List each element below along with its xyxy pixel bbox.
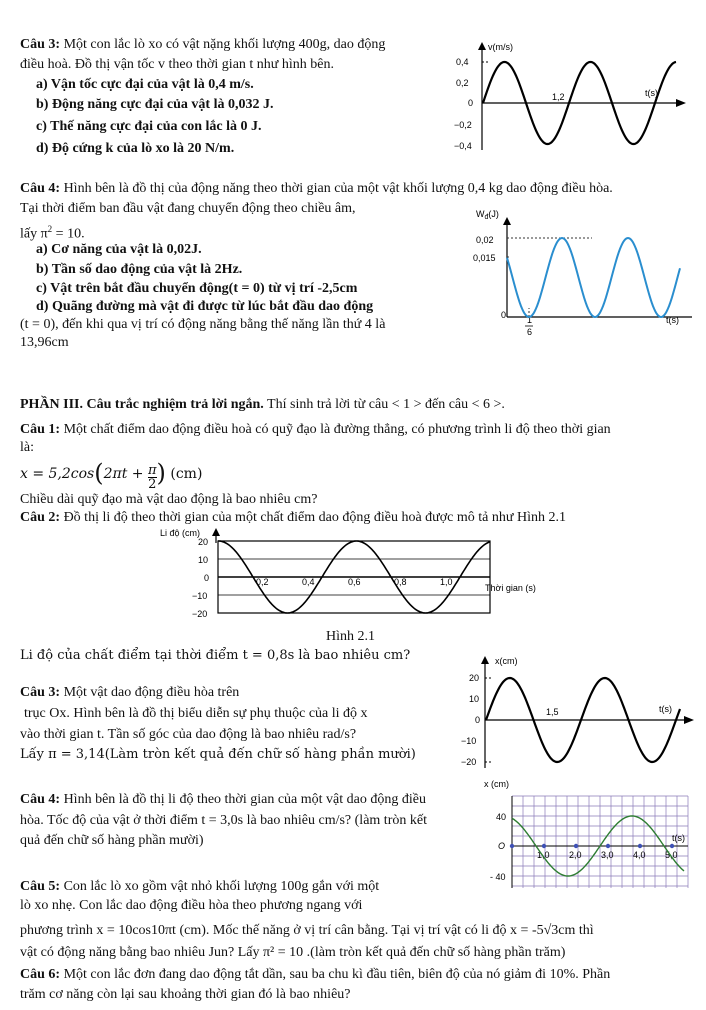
p4-tick-40: 40 — [496, 812, 507, 822]
q3-tick-1.2: 1,2 — [552, 92, 565, 102]
p4-axis-dot — [574, 844, 578, 848]
p3-y-axis-label: x(cm) — [495, 656, 518, 666]
q4-energy-curve — [507, 238, 680, 317]
q4-line3: lấy $\pi^2 = 10$. — [20, 224, 85, 242]
q3-text1: Một con lắc lò xo có vật nặng khối lượng 400g, dao động — [63, 37, 386, 52]
p4-displacement-graph — [470, 778, 700, 892]
p3-number: Câu 3: — [20, 685, 61, 700]
p5-line4: vật có động năng bằng bao nhiêu Jun? Lấy π² = 10 .(làm tròn kết quả đến chữ số hàng phần trăm) — [20, 945, 566, 960]
p2-y-axis-label: Li độ (cm) — [160, 528, 201, 538]
p1-line3: Chiều dài quỹ đạo mà vật dao động là bao nhiêu cm? — [20, 492, 318, 507]
p3-tick--20: −20 — [461, 757, 477, 767]
q4-tick-0.02: 0,02 — [476, 235, 494, 245]
p2-figure-caption: Hình 2.1 — [326, 629, 375, 644]
p2-x-tick: 0,6 — [348, 577, 361, 587]
p3-tick-10: 10 — [469, 694, 480, 704]
p1-line2: là: — [20, 440, 34, 455]
p2-tick--10: −10 — [192, 591, 208, 601]
p3-tick-20: 20 — [469, 673, 480, 683]
p4-axis-dot — [510, 844, 514, 848]
q3-line1 — [20, 36, 385, 54]
p4-axis-dot — [542, 844, 546, 848]
p4-axis-dot — [606, 844, 610, 848]
q3-tick-0.4: 0,4 — [456, 57, 469, 67]
p3-line3: vào thời gian t. Tần số góc của dao động là bao nhiêu rad/s? — [20, 727, 357, 742]
q3-option-c: c) Thế năng cực đại của con lắc là 0 J. — [36, 119, 262, 134]
q3-tick-0.2: 0,2 — [456, 78, 469, 88]
q4-option-c: c) Vật trên bắt đầu chuyển động(t = 0) từ vị trí -2,5cm — [36, 281, 358, 296]
part3-title: PHẦN III. Câu trắc nghiệm trả lời ngắn. — [20, 397, 264, 412]
q4-y-axis-label: $W_đ(J)$ — [476, 209, 499, 221]
q3-velocity-graph — [450, 38, 700, 156]
q3-tick-0: 0 — [468, 98, 474, 108]
part3-heading — [20, 396, 505, 414]
q3-line2: điều hoà. Đồ thị vận tốc v theo thời gian t như hình bên. — [20, 57, 334, 72]
q4-tick-0.015: 0,015 — [473, 253, 496, 263]
p4-tick--40: - 40 — [490, 872, 506, 882]
q4-option-d-cont2: 13,96cm — [20, 335, 69, 350]
p3-line1: Câu 3: Một vật dao động điều hòa trên — [20, 685, 240, 700]
p4-x-tick: 4,0 — [633, 850, 646, 860]
p3-x-axis-label: t(s) — [659, 704, 672, 714]
p6-line2: trăm cơ năng còn lại sau khoảng thời gian đó là bao nhiêu? — [20, 987, 351, 1002]
p3-line2: trục Ox. Hình bên là đồ thị biểu diễn sự phụ thuộc của li độ x — [24, 706, 368, 721]
p3-tick-1.5: 1,5 — [546, 707, 559, 717]
q4-tick-numerator: 1 — [527, 315, 533, 325]
q3-option-b: b) Động năng cực đại của vật là 0,032 J. — [36, 97, 274, 112]
q4-line1 — [20, 180, 613, 198]
q3-number: Câu 3: — [20, 37, 61, 52]
p4-x-tick: 1,0 — [537, 850, 550, 860]
p4-x-tick: 2,0 — [569, 850, 582, 860]
p4-x-tick: 5,0 — [665, 850, 678, 860]
p4-origin: O — [498, 841, 506, 851]
p6-line1: Câu 6: Một con lắc đơn đang dao động tắt dần, sau ba chu kì đầu tiên, biên độ của nó giảm đi 10%. Phần — [20, 967, 611, 982]
p3-displacement-graph — [455, 650, 700, 772]
p2-x-tick: 1,0 — [440, 577, 453, 587]
p1-number: Câu 1: — [20, 422, 61, 437]
q3-y-axis-label: v(m/s) — [488, 42, 513, 52]
p4-axis-dot — [670, 844, 674, 848]
q4-line2: Tại thời điểm ban đầu vật đang chuyển động theo chiều âm, — [20, 201, 356, 216]
q3-x-axis-label: t(s) — [645, 88, 658, 98]
p2-line1: Câu 2: Đồ thị li độ theo thời gian của một chất điểm dao động điều hoà được mô tả như Hình 2.1 — [20, 510, 566, 525]
p2-x-tick: 0,2 — [256, 577, 269, 587]
p5-line2: lò xo nhẹ. Con lắc dao động điều hòa theo phương ngang với — [20, 898, 363, 913]
q4-kinetic-energy-graph — [470, 205, 700, 340]
p1-line1: Câu 1: Một chất điểm dao động điều hoà có quỹ đạo là đường thẳng, có phương trình li độ theo thời gian — [20, 422, 611, 437]
p4-x-axis-label: t(s) — [672, 833, 685, 843]
q4-option-b: b) Tần số dao động của vật là 2Hz. — [36, 262, 243, 277]
p2-tick-20: 20 — [198, 537, 209, 547]
q3-tick--0.2: −0,2 — [454, 120, 472, 130]
q4-option-d-cont: (t = 0), đến khi qua vị trí có động năng bằng thế năng lần thứ 4 là — [20, 317, 386, 332]
p2-displacement-graph — [150, 527, 570, 625]
p2-x-tick: 0,4 — [302, 577, 315, 587]
p2-x-axis-label: Thời gian (s) — [485, 583, 536, 593]
p4-line2: hòa. Tốc độ của vật ở thời điểm t = 3,0s là bao nhiêu cm/s? (làm tròn kết — [20, 813, 427, 828]
p4-line3: quả đến chữ số hàng phần mười) — [20, 833, 204, 848]
p3-line4: Lấy π = 3,14(Làm tròn kết quả đến chữ số hàng phần mười) — [20, 747, 416, 762]
p2-number: Câu 2: — [20, 510, 61, 525]
p2-question: Li độ của chất điểm tại thời điểm t = 0,8s là bao nhiêu cm? — [20, 648, 411, 663]
p5-line1: Câu 5: Con lắc lò xo gồm vật nhỏ khối lượng 100g gắn với một — [20, 879, 380, 894]
q4-tick-denominator: 6 — [527, 327, 533, 337]
q4-x-axis-label: t(s) — [666, 315, 679, 325]
q3-tick--0.4: −0,4 — [454, 141, 472, 151]
q4-tick-0: 0 — [501, 310, 507, 320]
q3-option-d: d) Độ cứng k của lò xo là 20 N/m. — [36, 141, 235, 156]
q4-option-a: a) Cơ năng của vật là 0,02J. — [36, 242, 202, 257]
p5-number: Câu 5: — [20, 879, 61, 894]
q4-text1: Hình bên là đồ thị của động năng theo thời gian của một vật khối lượng 0,4 kg dao động điều hòa. — [63, 181, 613, 196]
p1-equation: x = 5,2cos(2πt + $\frac{\pi}{2}$ ) (cm) — [20, 459, 203, 492]
p5-line3: phương trình x = 10cos10πt (cm). Mốc thế năng ở vị trí cân bằng. Tại vị trí vật có li độ x = -5√3cm thì — [20, 923, 594, 938]
p4-x-tick: 3,0 — [601, 850, 614, 860]
p4-line1: Câu 4: Hình bên là đồ thị li độ theo thời gian của một vật dao động điều — [20, 792, 426, 807]
p4-axis-dot — [638, 844, 642, 848]
p4-number: Câu 4: — [20, 792, 61, 807]
p2-tick-0: 0 — [204, 573, 210, 583]
p3-tick-0: 0 — [475, 715, 481, 725]
p2-tick--20: −20 — [192, 609, 208, 619]
p6-number: Câu 6: — [20, 967, 61, 982]
p4-y-axis-label: x (cm) — [484, 779, 509, 789]
p3-tick--10: −10 — [461, 736, 477, 746]
p2-tick-10: 10 — [198, 555, 209, 565]
q4-option-d: d) Quãng đường mà vật đi được từ lúc bắt đầu dao động — [36, 299, 374, 314]
p2-x-tick: 0,8 — [394, 577, 407, 587]
q3-option-a: a) Vận tốc cực đại của vật là 0,4 m/s. — [36, 77, 254, 92]
q4-number: Câu 4: — [20, 181, 61, 196]
part3-instructions: Thí sinh trả lời từ câu < 1 > đến câu < 6 >. — [263, 397, 505, 412]
